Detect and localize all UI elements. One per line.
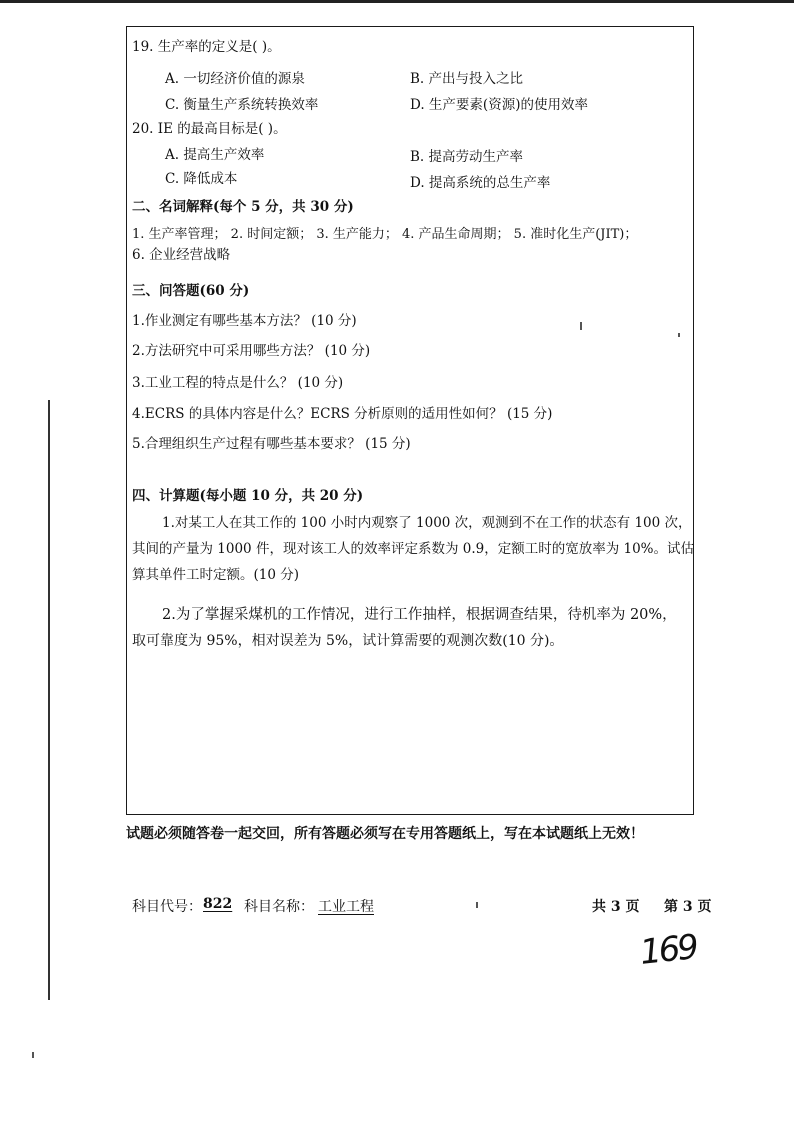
section2-terms-line2: 6. 企业经营战略	[132, 247, 231, 263]
calc-q2-line1: 2.为了掌握采煤机的工作情况，进行工作抽样，根据调查结果，待机率为 20%，	[162, 607, 677, 623]
page-number: 第 3 页	[664, 899, 712, 915]
q19-option-d: D. 生产要素(资源)的使用效率	[410, 97, 588, 113]
scan-speck	[476, 902, 478, 908]
calc-q1-line3: 算其单件工时定额。(10 分)	[132, 567, 300, 583]
q20-option-b: B. 提高劳动生产率	[410, 149, 524, 165]
scan-top-edge	[0, 0, 794, 3]
scan-speck	[678, 333, 680, 337]
calc-q1-line1: 1.对某工人在其工作的 100 小时内观察了 1000 次，观测到不在工作的状态有 100 次，	[162, 515, 692, 531]
subject-code-label: 科目代号：	[132, 899, 202, 915]
scan-speck	[580, 322, 582, 330]
q20-stem: 20. IE 的最高目标是( )。	[132, 121, 287, 137]
section3-item-3: 3.工业工程的特点是什么？ (10 分)	[132, 375, 344, 391]
section4-heading: 四、计算题(每小题 10 分，共 20 分)	[132, 488, 364, 504]
section3-item-2: 2.方法研究中可采用哪些方法？ (10 分)	[132, 343, 371, 359]
q19-option-c: C. 衡量生产系统转换效率	[165, 97, 319, 113]
section3-heading: 三、问答题(60 分)	[132, 283, 250, 299]
calc-q1-line2: 其间的产量为 1000 件，现对该工人的效率评定系数为 0.9，定额工时的宽放率为 10%。试估	[132, 541, 694, 557]
section3-item-4: 4.ECRS 的具体内容是什么？ECRS 分析原则的适用性如何？ (15 分)	[132, 406, 553, 422]
q19-option-b: B. 产出与投入之比	[410, 71, 524, 87]
q19-stem: 19. 生产率的定义是( )。	[132, 39, 281, 55]
q20-option-c: C. 降低成本	[165, 171, 238, 187]
q20-option-a: A. 提高生产效率	[165, 147, 265, 163]
calc-q2-line2: 取可靠度为 95%，相对误差为 5%，试计算需要的观测次数(10 分)。	[132, 633, 564, 649]
handwritten-page-number: 169	[638, 927, 698, 973]
section3-item-1: 1.作业测定有哪些基本方法？ (10 分)	[132, 313, 357, 329]
subject-code: 822	[203, 896, 233, 912]
section2-terms-line1: 1. 生产率管理； 2. 时间定额； 3. 生产能力； 4. 产品生命周期； 5. 准时化生产(JIT)；	[132, 227, 638, 242]
section2-heading: 二、名词解释(每个 5 分，共 30 分)	[132, 199, 354, 215]
q19-option-a: A. 一切经济价值的源泉	[165, 71, 305, 87]
subject-name-label: 科目名称：	[244, 899, 314, 915]
q20-option-d: D. 提高系统的总生产率	[410, 175, 551, 191]
page-total: 共 3 页	[592, 899, 640, 915]
exam-notice: 试题必须随答卷一起交回，所有答题必须写在专用答题纸上，写在本试题纸上无效！	[126, 826, 644, 842]
scan-speck	[32, 1052, 34, 1058]
scan-left-mark	[48, 400, 50, 1000]
subject-name: 工业工程	[318, 899, 374, 915]
section3-item-5: 5.合理组织生产过程有哪些基本要求？ (15 分)	[132, 436, 411, 452]
